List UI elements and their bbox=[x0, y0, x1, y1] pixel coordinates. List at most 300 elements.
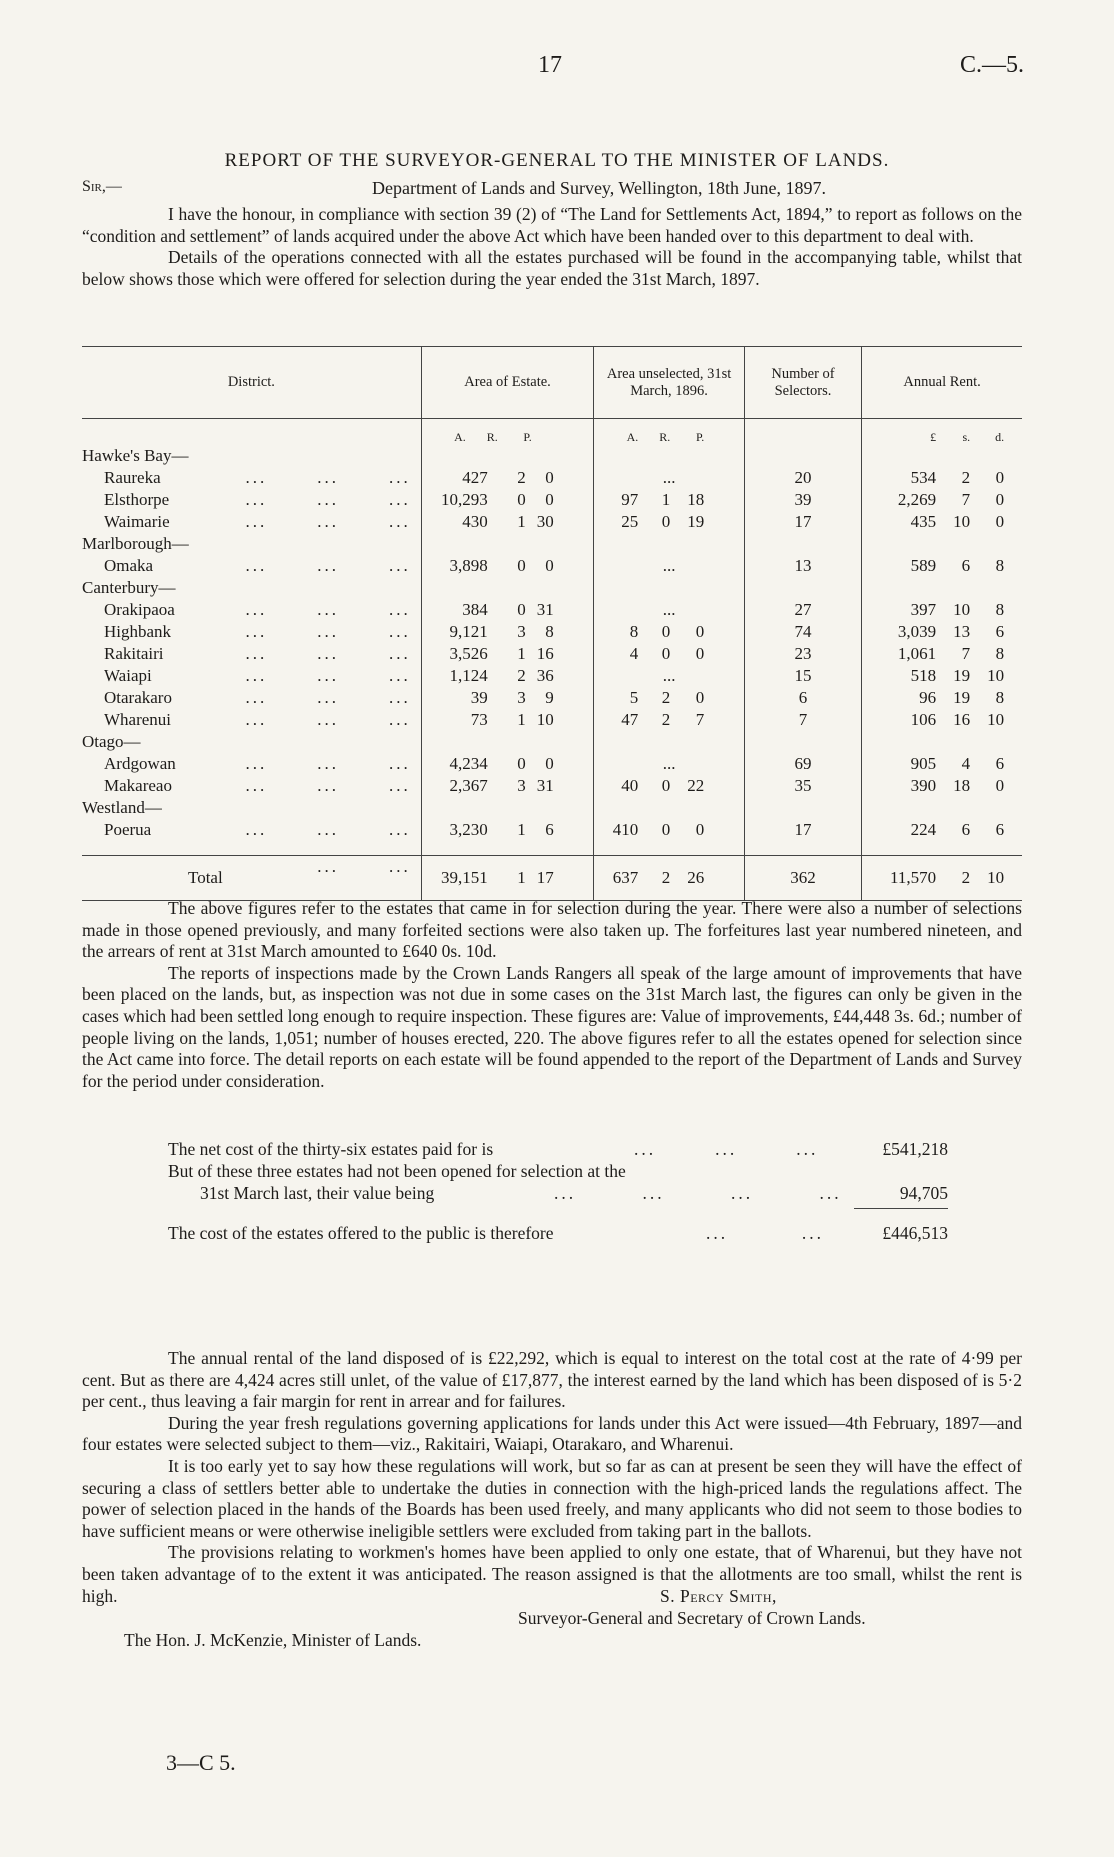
cell-area bbox=[421, 445, 594, 467]
value-part: 6 bbox=[995, 754, 1005, 773]
value-part: 5 bbox=[629, 688, 639, 707]
value-part: 0 bbox=[995, 490, 1005, 509]
value-part: 0 bbox=[695, 820, 705, 839]
value-part: 39 bbox=[470, 688, 488, 707]
value-part: 7 bbox=[961, 644, 971, 663]
cell-selectors: 69 bbox=[744, 753, 861, 775]
value-part: 2 bbox=[961, 868, 971, 887]
table-row bbox=[82, 687, 1022, 709]
closing-text bbox=[82, 1348, 1022, 1607]
value-part: 7 bbox=[961, 490, 971, 509]
units-row bbox=[82, 419, 1022, 446]
total-selectors: 362 bbox=[744, 856, 861, 901]
value-part: 0 bbox=[545, 490, 554, 509]
cell-rent bbox=[862, 555, 1022, 577]
cell-name bbox=[82, 709, 421, 731]
cell-name bbox=[82, 643, 421, 665]
total-label: Total bbox=[188, 868, 223, 887]
value-part: 106 bbox=[910, 710, 937, 729]
footer-code: 3—C 5. bbox=[166, 1750, 236, 1775]
value-part: 10 bbox=[987, 868, 1005, 887]
value-part: 10 bbox=[536, 710, 554, 729]
units-district bbox=[82, 419, 421, 446]
cell-rent bbox=[862, 797, 1022, 819]
table-row bbox=[82, 665, 1022, 687]
paragraph: I have the honour, in compliance with section 39 (2) of “The Land for Settlements Act, 1894,” to report as follows on the “condition and settlement” of lands acquired under the above Act which have been handed over to this department to deal with. bbox=[82, 204, 1022, 246]
cell-unselected bbox=[594, 819, 745, 841]
value-part: 0 bbox=[695, 622, 705, 641]
value-part: 3 bbox=[517, 622, 526, 641]
value-part: 10,293 bbox=[441, 490, 488, 509]
value-part: 26 bbox=[687, 868, 705, 887]
cell-rent bbox=[862, 687, 1022, 709]
cell-unselected bbox=[594, 665, 745, 687]
cell-area bbox=[421, 819, 594, 841]
district-row bbox=[82, 797, 1022, 819]
value-part: 0 bbox=[545, 754, 554, 773]
value-part: R. bbox=[659, 430, 671, 444]
cell-name bbox=[82, 665, 421, 687]
value-part: 1 bbox=[517, 710, 526, 729]
cell-unselected bbox=[594, 731, 745, 753]
table-row bbox=[82, 753, 1022, 775]
value-part: 2 bbox=[961, 468, 971, 487]
value-part: 0 bbox=[661, 776, 671, 795]
cell-name bbox=[82, 489, 421, 511]
units-rent bbox=[862, 419, 1022, 446]
value-part: 18 bbox=[953, 776, 971, 795]
units-area bbox=[421, 419, 594, 446]
value-part: £ bbox=[930, 430, 937, 444]
value-part: 10 bbox=[987, 666, 1005, 685]
value-part: 97 bbox=[621, 490, 639, 509]
value-part: 3,039 bbox=[897, 622, 937, 641]
ellipsis: ... bbox=[662, 468, 676, 487]
value-part: 8 bbox=[995, 556, 1005, 575]
value-part: R. bbox=[486, 430, 498, 444]
value-part: 8 bbox=[995, 644, 1005, 663]
cell-name bbox=[82, 819, 421, 841]
cell-unselected bbox=[594, 687, 745, 709]
value-part: P. bbox=[523, 430, 532, 444]
value-part: 6 bbox=[961, 820, 971, 839]
value-part: 2,367 bbox=[449, 776, 488, 795]
value-part: 96 bbox=[919, 688, 937, 707]
value-part: 30 bbox=[536, 512, 554, 531]
value-part: 36 bbox=[536, 666, 554, 685]
leader-dots: ... ... ... bbox=[245, 688, 411, 707]
value-part: 3 bbox=[517, 688, 526, 707]
value-part: 19 bbox=[687, 512, 705, 531]
value-part: 8 bbox=[545, 622, 554, 641]
leader-dots: ... ... ... ... bbox=[554, 1183, 842, 1203]
cell-area bbox=[421, 687, 594, 709]
paragraph: The annual rental of the land disposed of is £22,292, which is equal to interest on the total cost at the rate of 4·99 per cent. But as there are 4,424 acres still unlet, of the value of £17,877, the interest earned by the land which has been disposed of is 5·2 per cent., thus leaving a fair margin for rent in arrear and for failures. bbox=[82, 1348, 1022, 1412]
signature-name: S. Percy Smith, bbox=[660, 1586, 777, 1606]
value-part: s. bbox=[962, 430, 971, 444]
paragraph: It is too early yet to say how these regulations will work, but so far as can at present be seen they will have the effect of securing a class of settlers better able to undertake the duties in connection with the high-priced lands the regulations affect. The power of selection placed in the hands of the Boards has been used freely, and many applicants who did not seem to those bodies to have sufficient means or were otherwise ineligible settlers were excluded from taking part in the ballots. bbox=[82, 1455, 1022, 1541]
cell-area bbox=[421, 489, 594, 511]
table-row bbox=[82, 775, 1022, 797]
value-part: 1,061 bbox=[897, 644, 937, 663]
cell-unselected bbox=[594, 577, 745, 599]
table-row bbox=[82, 709, 1022, 731]
value-part: 1,124 bbox=[449, 666, 488, 685]
cell-selectors: 27 bbox=[744, 599, 861, 621]
value-part: 3,230 bbox=[449, 820, 488, 839]
value-part: 9 bbox=[545, 688, 554, 707]
cell-name bbox=[82, 599, 421, 621]
value-part: 3 bbox=[517, 776, 526, 795]
cell-unselected bbox=[594, 797, 745, 819]
cell-selectors: 23 bbox=[744, 643, 861, 665]
cell-area bbox=[421, 467, 594, 489]
row-label: Rakitairi bbox=[104, 644, 164, 663]
header-district: District. bbox=[82, 347, 421, 419]
district-row bbox=[82, 445, 1022, 467]
addressee: The Hon. J. McKenzie, Minister of Lands. bbox=[124, 1630, 422, 1650]
after-table-text bbox=[82, 898, 1022, 1092]
cell-selectors bbox=[744, 577, 861, 599]
value-part: 2 bbox=[517, 666, 526, 685]
cell-unselected bbox=[594, 511, 745, 533]
value-part: 19 bbox=[953, 666, 971, 685]
value-part: 6 bbox=[961, 556, 971, 575]
cell-name bbox=[82, 555, 421, 577]
value-part: 2 bbox=[517, 468, 526, 487]
value-part: 25 bbox=[621, 512, 639, 531]
cell-name bbox=[82, 467, 421, 489]
value-part: A. bbox=[626, 430, 639, 444]
value-part: 22 bbox=[687, 776, 705, 795]
value-part: 0 bbox=[661, 644, 671, 663]
table-row bbox=[82, 511, 1022, 533]
paragraph: The reports of inspections made by the Crown Lands Rangers all speak of the large amount of improvements that have been placed on the lands, but, as inspection was not due in some cases on the 31st March last, the figures can only be given in the cases which had been settled long enough to require inspection. These figures are: Value of improvements, £44,448 3s. 6d.; number of people living on the lands, 1,051; number of houses erected, 220. The above figures refer to all the estates opened for selection since the Act came into force. The detail reports on each estate will be found appended to the report of the Department of Lands and Survey for the period under consideration. bbox=[82, 962, 1022, 1091]
cell-area bbox=[421, 599, 594, 621]
cell-unselected bbox=[594, 555, 745, 577]
cell-area bbox=[421, 555, 594, 577]
spacer-cell bbox=[421, 841, 594, 856]
spacer-row bbox=[82, 841, 1022, 856]
cell-selectors: 35 bbox=[744, 775, 861, 797]
cell-selectors: 39 bbox=[744, 489, 861, 511]
value-part: 4 bbox=[961, 754, 971, 773]
row-label: Orakipaoa bbox=[104, 600, 175, 619]
cell-rent bbox=[862, 775, 1022, 797]
header-rent: Annual Rent. bbox=[862, 347, 1022, 419]
cell-selectors: 7 bbox=[744, 709, 861, 731]
district-row bbox=[82, 731, 1022, 753]
cell-selectors: 15 bbox=[744, 665, 861, 687]
leader-dots: ... ... ... bbox=[245, 490, 411, 509]
spacer-cell bbox=[862, 841, 1022, 856]
cost-label: 31st March last, their value being bbox=[200, 1183, 435, 1203]
row-label: Otago— bbox=[82, 732, 141, 751]
table-row bbox=[82, 643, 1022, 665]
cell-name bbox=[82, 753, 421, 775]
value-part: 0 bbox=[517, 600, 526, 619]
report-title: REPORT OF THE SURVEYOR-GENERAL TO THE MINISTER OF LANDS. bbox=[224, 150, 890, 171]
district-row bbox=[82, 577, 1022, 599]
value-part: 0 bbox=[695, 644, 705, 663]
value-part: 4,234 bbox=[449, 754, 488, 773]
cell-selectors bbox=[744, 533, 861, 555]
cell-unselected bbox=[594, 753, 745, 775]
cell-rent bbox=[862, 511, 1022, 533]
value-part: 2 bbox=[661, 688, 671, 707]
value-part: 16 bbox=[953, 710, 971, 729]
cell-unselected bbox=[594, 467, 745, 489]
cell-rent bbox=[862, 709, 1022, 731]
total-row bbox=[82, 856, 1022, 901]
row-label: Elsthorpe bbox=[104, 490, 170, 509]
value-part: 0 bbox=[517, 556, 526, 575]
value-part: 384 bbox=[462, 600, 488, 619]
value-part: 40 bbox=[621, 776, 639, 795]
cell-name bbox=[82, 577, 421, 599]
value-part: 3,526 bbox=[449, 644, 488, 663]
cost-amount: £446,513 bbox=[882, 1223, 948, 1243]
total-rent bbox=[862, 856, 1022, 901]
leader-dots: ... ... ... bbox=[245, 776, 411, 795]
row-label: Raureka bbox=[104, 468, 161, 487]
cell-area bbox=[421, 533, 594, 555]
cell-name bbox=[82, 445, 421, 467]
header-selectors: Number of Selectors. bbox=[744, 347, 861, 419]
cell-name bbox=[82, 731, 421, 753]
table-row bbox=[82, 555, 1022, 577]
cell-selectors bbox=[744, 445, 861, 467]
value-part: 905 bbox=[910, 754, 937, 773]
value-part: 410 bbox=[612, 820, 639, 839]
leader-dots: ... ... bbox=[706, 1223, 824, 1243]
cell-rent bbox=[862, 731, 1022, 753]
cell-rent bbox=[862, 665, 1022, 687]
cell-selectors: 20 bbox=[744, 467, 861, 489]
cell-selectors: 13 bbox=[744, 555, 861, 577]
cell-selectors: 74 bbox=[744, 621, 861, 643]
cell-rent bbox=[862, 621, 1022, 643]
cell-unselected bbox=[594, 599, 745, 621]
intro-text bbox=[82, 204, 1022, 290]
value-part: 0 bbox=[995, 512, 1005, 531]
value-part: 18 bbox=[687, 490, 705, 509]
table-row bbox=[82, 621, 1022, 643]
cell-rent bbox=[862, 599, 1022, 621]
value-part: 31 bbox=[536, 600, 554, 619]
cell-name bbox=[82, 533, 421, 555]
row-label: Omaka bbox=[104, 556, 154, 575]
cost-label: The cost of the estates offered to the public is therefore bbox=[168, 1223, 554, 1243]
value-part: 6 bbox=[545, 820, 554, 839]
value-part: 8 bbox=[995, 688, 1005, 707]
row-label: Otarakaro bbox=[104, 688, 172, 707]
ellipsis: ... bbox=[662, 600, 676, 619]
value-part: 0 bbox=[545, 556, 554, 575]
row-label: Canterbury— bbox=[82, 578, 176, 597]
cell-rent bbox=[862, 489, 1022, 511]
header-area: Area of Estate. bbox=[421, 347, 594, 419]
leader-dots: ... ... ... bbox=[634, 1139, 819, 1159]
value-part: 0 bbox=[661, 820, 671, 839]
row-label: Waimarie bbox=[104, 512, 170, 531]
cell-area bbox=[421, 643, 594, 665]
cost-label: The net cost of the thirty-six estates paid for is bbox=[168, 1139, 494, 1159]
value-part: 2 bbox=[661, 710, 671, 729]
value-part: 1 bbox=[517, 868, 526, 887]
cell-selectors: 17 bbox=[744, 511, 861, 533]
value-part: 1 bbox=[517, 820, 526, 839]
paragraph: The above figures refer to the estates that came in for selection during the year. There were also a number of selections made in those opened previously, and many forfeited sections were also taken up. The forfeitures last year numbered nineteen, and the arrears of rent at 31st March amounted to £640 0s. 10d. bbox=[82, 898, 1022, 962]
value-part: 7 bbox=[695, 710, 705, 729]
header-unselected: Area unselected, 31st March, 1896. bbox=[594, 347, 745, 419]
value-part: 10 bbox=[953, 600, 971, 619]
value-part: 427 bbox=[462, 468, 488, 487]
value-part: 10 bbox=[953, 512, 971, 531]
value-part: 637 bbox=[612, 868, 639, 887]
spacer-cell bbox=[82, 841, 421, 856]
table-header-row bbox=[82, 347, 1022, 419]
district-row bbox=[82, 533, 1022, 555]
leader-dots: ... ... ... bbox=[245, 512, 411, 531]
value-part: 0 bbox=[995, 468, 1005, 487]
value-part: 47 bbox=[621, 710, 639, 729]
leader-dots: ... ... ... bbox=[245, 468, 411, 487]
spacer-cell bbox=[744, 841, 861, 856]
cell-selectors: 6 bbox=[744, 687, 861, 709]
value-part: 10 bbox=[987, 710, 1005, 729]
total-unselected bbox=[594, 856, 745, 901]
table-row bbox=[82, 489, 1022, 511]
value-part: 4 bbox=[629, 644, 639, 663]
cell-rent bbox=[862, 819, 1022, 841]
value-part: 397 bbox=[910, 600, 937, 619]
spacer-cell bbox=[594, 841, 745, 856]
value-part: 31 bbox=[536, 776, 554, 795]
value-part: 1 bbox=[661, 490, 671, 509]
row-label: Hawke's Bay— bbox=[82, 446, 189, 465]
row-label: Waiapi bbox=[104, 666, 152, 685]
table-row bbox=[82, 467, 1022, 489]
cell-area bbox=[421, 797, 594, 819]
value-part: 13 bbox=[953, 622, 971, 641]
cell-selectors: 17 bbox=[744, 819, 861, 841]
leader-dots: ... ... bbox=[317, 857, 411, 876]
cost-amount: £541,218 bbox=[882, 1139, 948, 1159]
cell-area bbox=[421, 511, 594, 533]
leader-dots: ... ... ... bbox=[245, 754, 411, 773]
row-label: Marlborough— bbox=[82, 534, 189, 553]
value-part: 0 bbox=[661, 622, 671, 641]
cell-rent bbox=[862, 577, 1022, 599]
cell-selectors bbox=[744, 731, 861, 753]
cell-unselected bbox=[594, 621, 745, 643]
value-part: 16 bbox=[536, 644, 554, 663]
cell-unselected bbox=[594, 643, 745, 665]
total-area bbox=[421, 856, 594, 901]
cell-selectors bbox=[744, 797, 861, 819]
cell-name bbox=[82, 687, 421, 709]
cell-unselected bbox=[594, 709, 745, 731]
table-body bbox=[82, 419, 1022, 901]
value-part: 518 bbox=[910, 666, 937, 685]
cost-label: But of these three estates had not been opened for selection at the bbox=[168, 1161, 626, 1181]
value-part: 2,269 bbox=[897, 490, 937, 509]
value-part: 589 bbox=[910, 556, 937, 575]
value-part: 8 bbox=[629, 622, 639, 641]
cell-rent bbox=[862, 533, 1022, 555]
cost-amount: 94,705 bbox=[899, 1183, 948, 1203]
value-part: 6 bbox=[995, 622, 1005, 641]
row-label: Makareao bbox=[104, 776, 172, 795]
value-part: 6 bbox=[995, 820, 1005, 839]
cost-rule bbox=[854, 1208, 948, 1209]
row-label: Poerua bbox=[104, 820, 152, 839]
paragraph: During the year fresh regulations governing applications for lands under this Act were issued—4th February, 1897—and four estates were selected subject to them—viz., Rakitairi, Waiapi, Otarakaro, and Wharenui. bbox=[82, 1412, 1022, 1455]
cell-name bbox=[82, 621, 421, 643]
row-label: Westland— bbox=[82, 798, 162, 817]
value-part: 17 bbox=[536, 868, 554, 887]
value-part: 1 bbox=[517, 512, 526, 531]
units-unselected bbox=[594, 419, 745, 446]
paragraph: Details of the operations connected with all the estates purchased will be found in the accompanying table, whilst that below shows those which were offered for selection during the year ended the 31st March, 1897. bbox=[82, 247, 1022, 289]
value-part: 0 bbox=[695, 688, 705, 707]
value-part: 11,570 bbox=[890, 868, 937, 887]
value-part: 9,121 bbox=[449, 622, 488, 641]
cell-unselected bbox=[594, 775, 745, 797]
value-part: 1 bbox=[517, 644, 526, 663]
value-part: 0 bbox=[661, 512, 671, 531]
cell-area bbox=[421, 665, 594, 687]
table-row bbox=[82, 599, 1022, 621]
value-part: 0 bbox=[545, 468, 554, 487]
department-line: Department of Lands and Survey, Wellington, 18th June, 1897. bbox=[372, 178, 826, 198]
value-part: 19 bbox=[953, 688, 971, 707]
row-label: Highbank bbox=[104, 622, 172, 641]
value-part: 534 bbox=[910, 468, 937, 487]
value-part: 2 bbox=[661, 868, 671, 887]
cell-area bbox=[421, 753, 594, 775]
cell-unselected bbox=[594, 533, 745, 555]
cell-area bbox=[421, 577, 594, 599]
value-part: 73 bbox=[470, 710, 488, 729]
cell-rent bbox=[862, 467, 1022, 489]
value-part: 435 bbox=[910, 512, 937, 531]
value-part: 39,151 bbox=[441, 868, 488, 887]
units-selectors bbox=[744, 419, 861, 446]
value-part: 3,898 bbox=[449, 556, 488, 575]
total-label-cell bbox=[82, 856, 421, 901]
leader-dots: ... ... ... bbox=[245, 622, 411, 641]
cell-name bbox=[82, 797, 421, 819]
cell-name bbox=[82, 775, 421, 797]
leader-dots: ... ... ... bbox=[245, 666, 411, 685]
value-part: P. bbox=[695, 430, 705, 444]
cell-area bbox=[421, 731, 594, 753]
cell-name bbox=[82, 511, 421, 533]
leader-dots: ... ... ... bbox=[245, 820, 411, 839]
cell-area bbox=[421, 709, 594, 731]
value-part: 390 bbox=[910, 776, 937, 795]
value-part: 0 bbox=[517, 490, 526, 509]
cell-unselected bbox=[594, 489, 745, 511]
ellipsis: ... bbox=[662, 754, 676, 773]
value-part: 430 bbox=[462, 512, 488, 531]
cell-area bbox=[421, 775, 594, 797]
table-row bbox=[82, 819, 1022, 841]
value-part: 224 bbox=[910, 820, 937, 839]
row-label: Ardgowan bbox=[104, 754, 176, 773]
